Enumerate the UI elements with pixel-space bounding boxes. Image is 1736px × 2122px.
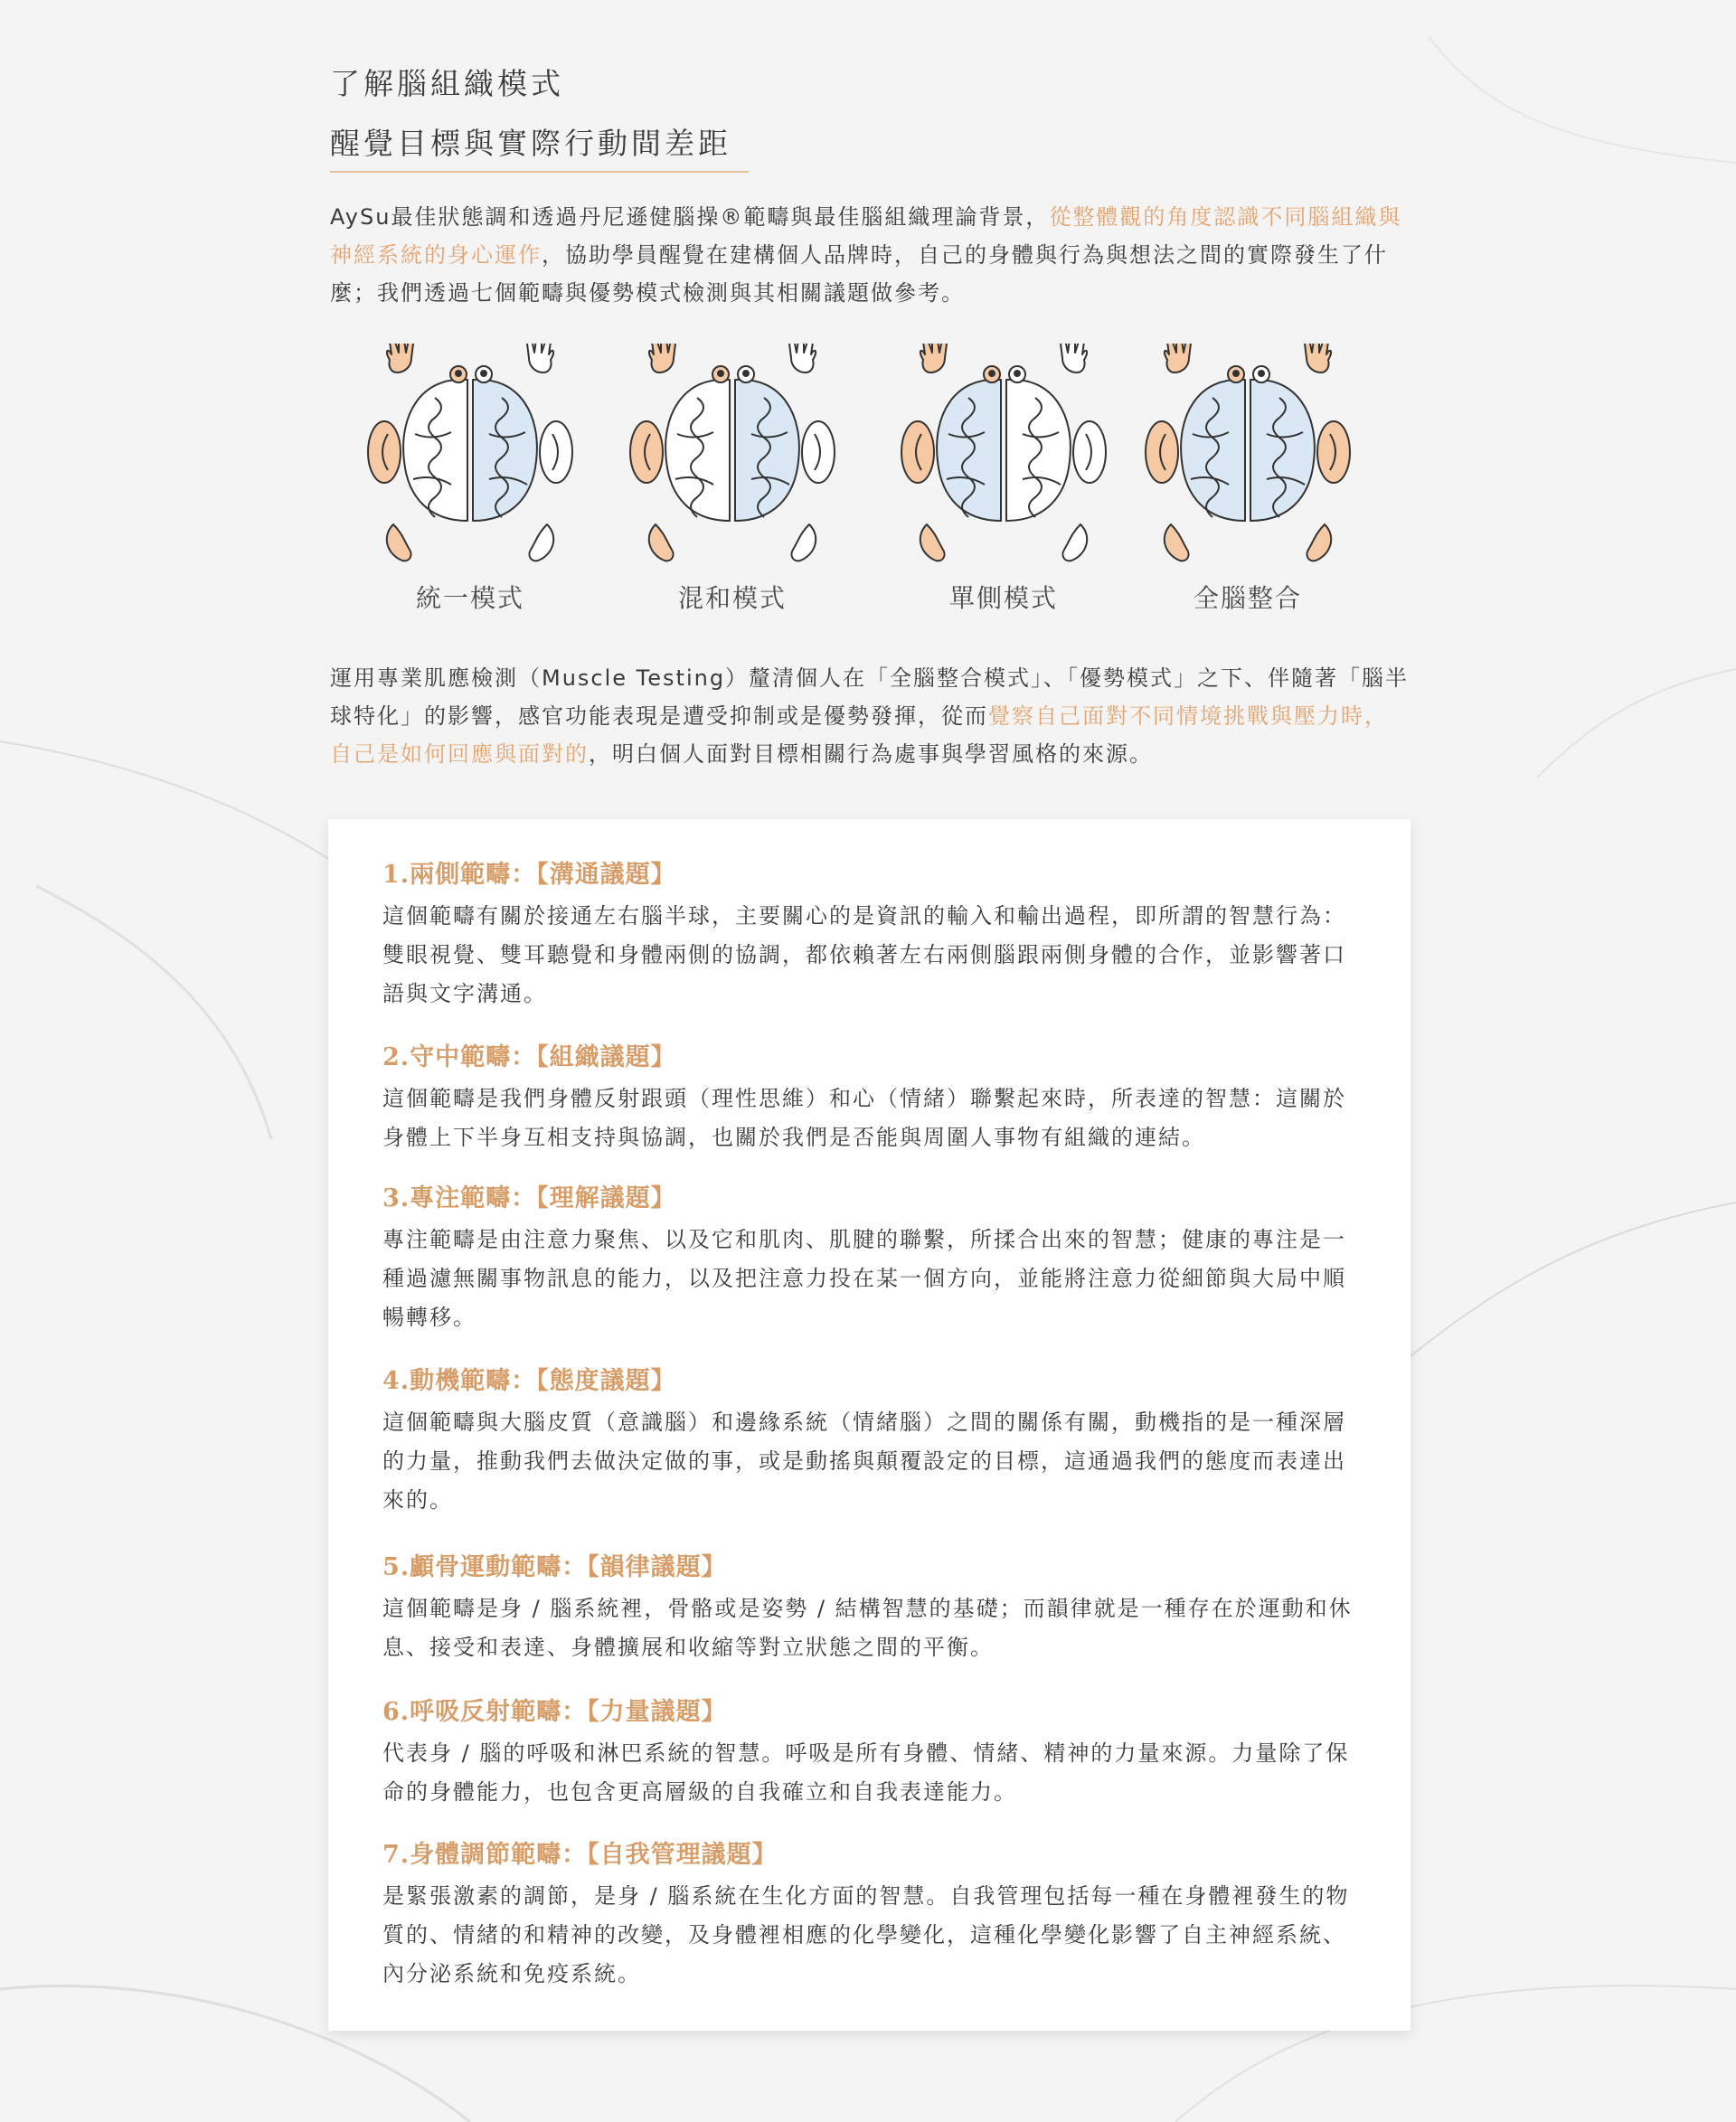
hand-right	[527, 344, 553, 373]
domains-card	[328, 819, 1410, 2031]
section-body: 這個範疇是我們身體反射跟頭（理性思維）和心（情緒）聯繫起來時，所表達的智慧：這關於身體上下半身互相支持與協調，也關於我們是否能與周圍人事物有組織的連結。	[382, 1086, 1346, 1150]
section-title: 3.專注範疇：【理解議題】	[382, 1184, 676, 1212]
section-body: 專注範疇是由注意力聚焦、以及它和肌肉、肌腱的聯繫，所揉合出來的智慧；健康的專注是一種過濾無關事物訊息的能力，以及把注意力投在某一個方向，並能將注意力從細節與大局中順暢轉移。	[382, 1227, 1346, 1330]
brain-illustration-whole-brain	[1135, 344, 1361, 570]
section-body: 這個範疇與大腦皮質（意識腦）和邊緣系統（情緒腦）之間的關係有關，動機指的是一種深層的力量，推動我們去做決定做的事，或是動搖與顛覆設定的目標，這通過我們的態度而表達出來的。	[382, 1410, 1346, 1513]
hand-left	[649, 344, 675, 373]
hand-left	[920, 344, 947, 373]
hand-right	[789, 344, 816, 373]
muscle-highlight: 覺察自己面對不同情境挑戰與壓力時，自己是如何回應與面對的	[330, 703, 1388, 767]
section-centering	[382, 1040, 1368, 1157]
heading-divider	[330, 171, 749, 173]
section-cranial	[382, 1550, 1368, 1667]
section-respiratory	[382, 1694, 1368, 1812]
section-focus	[382, 1181, 1368, 1337]
section-title: 5.顱骨運動範疇：【韻律議題】	[382, 1553, 727, 1581]
section-body: 代表身 / 腦的呼吸和淋巴系統的智慧。呼吸是所有身體、情緒、精神的力量來源。力量除了保命的身體能力，也包含更高層級的自我確立和自我表達能力。	[382, 1740, 1350, 1805]
mode-unified	[357, 344, 583, 633]
muscle-text-after: ，明白個人面對目標相關行為處事與學習風格的來源。	[589, 741, 1153, 767]
muscle-testing-paragraph	[330, 659, 1410, 773]
hand-left	[1165, 344, 1191, 373]
section-motivation	[382, 1363, 1368, 1520]
section-body: 這個範疇是身 / 腦系統裡，骨骼或是姿勢 / 結構智慧的基礎；而韻律就是一種存在於運動和休息、接受和表達、身體擴展和收縮等對立狀態之間的平衡。	[382, 1596, 1353, 1660]
mode-unilateral	[891, 344, 1117, 633]
brain-illustration-unilateral	[891, 344, 1117, 570]
intro-text-after: ，協助學員醒覺在建構個人品牌時，自己的身體與行為與想法之間的實際發生了什麼；我們透過七個範疇與優勢模式檢測與其相關議題做參考。	[330, 242, 1388, 306]
section-body: 是緊張激素的調節，是身 / 腦系統在生化方面的智慧。自我管理包括每一種在身體裡發生的物質的、情緒的和精神的改變，及身體裡相應的化學變化，這種化學變化影響了自主神經系統、內分泌系統和免疫系統。	[382, 1883, 1350, 1986]
heading-line-2: 醒覺目標與實際行動間差距	[330, 126, 731, 161]
section-title: 6.呼吸反射範疇：【力量議題】	[382, 1698, 727, 1726]
section-title: 4.動機範疇：【態度議題】	[382, 1367, 676, 1395]
muscle-text-before: 運用專業肌應檢測（Muscle Testing）釐清個人在「全腦整合模式」、「優勢模式」之下、伴隨著「腦半球特化」的影響，感官功能表現是遭受抑制或是優勢發揮，從而	[330, 665, 1410, 729]
section-title: 7.身體調節範疇：【自我管理議題】	[382, 1841, 778, 1869]
section-bilateral	[382, 857, 1368, 1014]
section-title: 1.兩側範疇：【溝通議題】	[382, 861, 676, 889]
mode-label: 混和模式	[677, 583, 787, 613]
page-heading	[330, 54, 731, 174]
intro-paragraph	[330, 198, 1410, 312]
hand-right	[1061, 344, 1087, 373]
heading-line-1: 了解腦組織模式	[330, 66, 564, 101]
section-body: 這個範疇有關於接通左右腦半球，主要關心的是資訊的輸入和輸出過程，即所謂的智慧行為：雙眼視覺、雙耳聽覺和身體兩側的協調，都依賴著左右兩側腦跟兩側身體的合作，並影響著口語與文字溝通。	[382, 903, 1346, 1006]
intro-highlight: 從整體觀的角度認識不同腦組織與神經系統的身心運作	[330, 204, 1402, 268]
mode-label: 單側模式	[948, 583, 1058, 613]
brain-illustration-mixed	[619, 344, 845, 570]
mode-label: 全腦整合	[1193, 583, 1302, 613]
mode-label: 統一模式	[415, 583, 524, 613]
hand-right	[1305, 344, 1331, 373]
brain-modes-row	[357, 344, 1379, 633]
section-title: 2.守中範疇：【組織議題】	[382, 1043, 676, 1071]
brain-illustration-unified	[357, 344, 583, 570]
intro-text-before: AySu最佳狀態調和透過丹尼遜健腦操®範疇與最佳腦組織理論背景，	[330, 204, 1050, 230]
mode-mixed	[619, 344, 845, 633]
hand-left	[387, 344, 413, 373]
mode-whole-brain	[1135, 344, 1361, 633]
section-regulation	[382, 1837, 1368, 1994]
